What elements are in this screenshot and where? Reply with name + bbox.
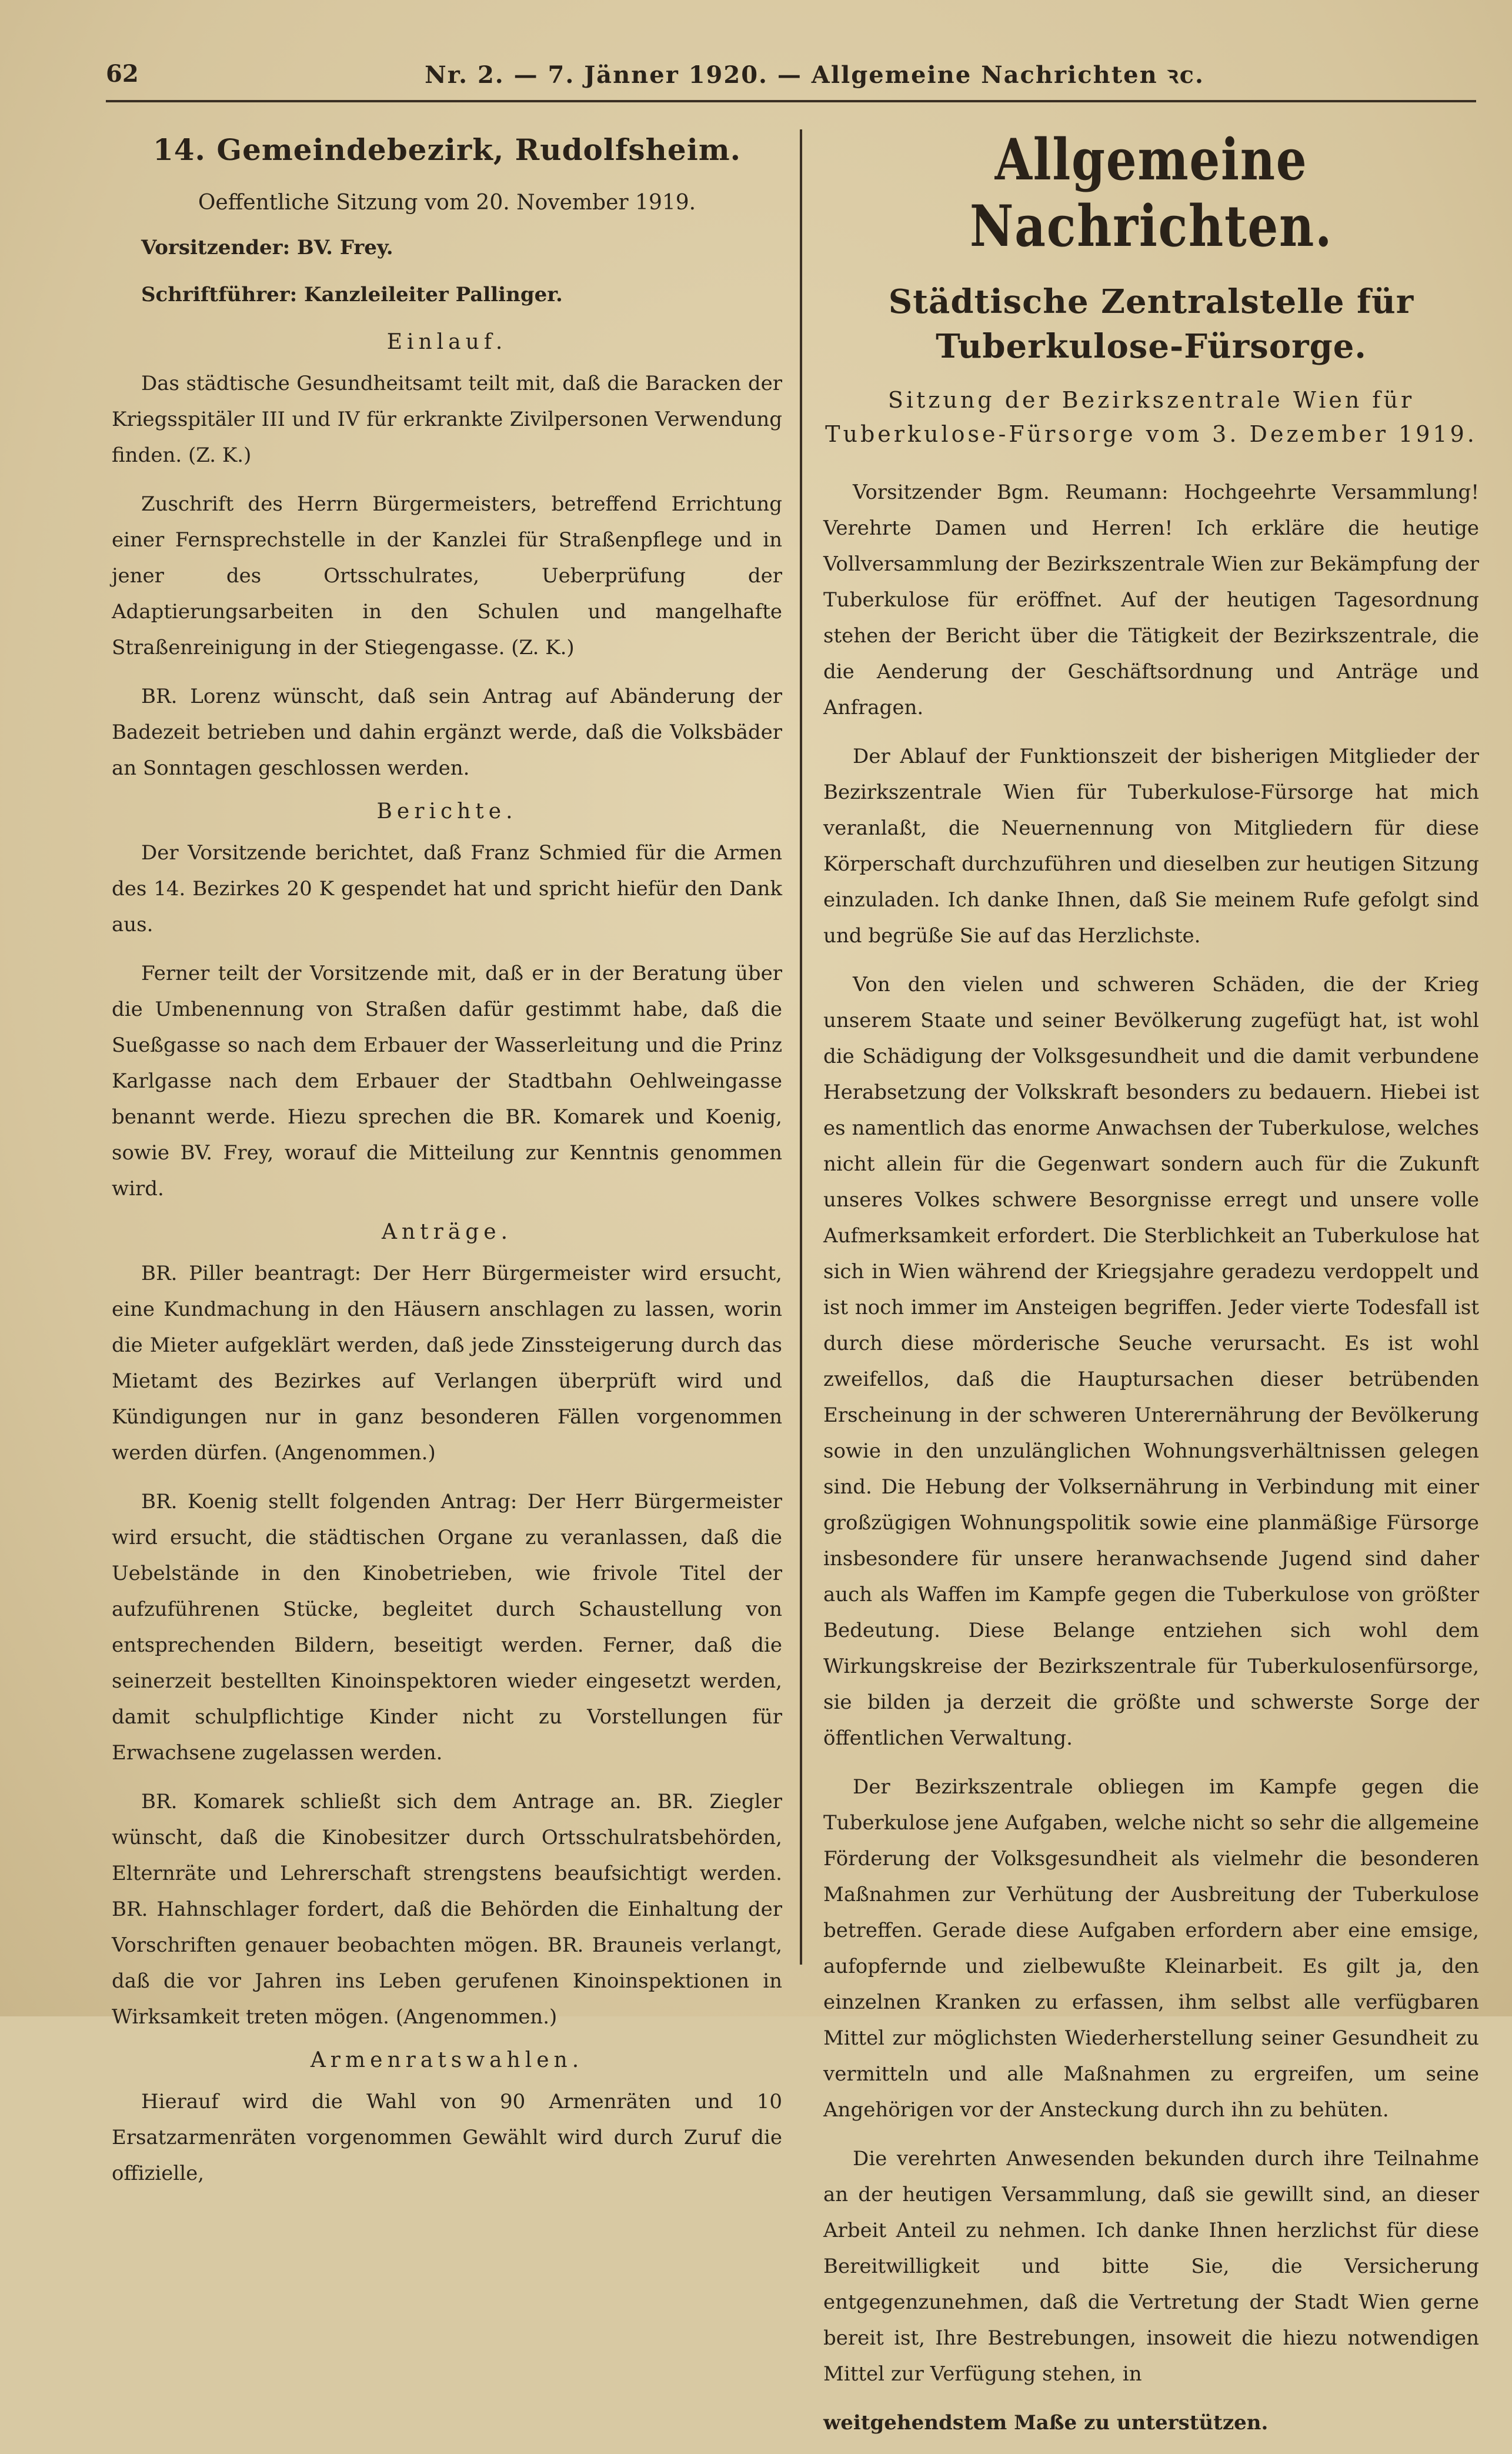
- paragraph: BR. Lorenz wünscht, daß sein Antrag auf Abänderung der Badezeit betrieben und dahin ergänzt werde, daß die Volksbäder an Sonntagen geschlossen werden.: [112, 685, 782, 780]
- secretary-line: Schriftführer: Kanzleileiter Pallinger.: [141, 283, 563, 306]
- session-line: Sitzung der Bezirkszentrale Wien für Tuberkulose-Fürsorge vom 3. Dezember 1919.: [825, 387, 1477, 447]
- column-divider: [800, 129, 802, 1965]
- page-number: 62: [106, 59, 139, 88]
- running-title: Nr. 2. — 7. Jänner 1920. — Allgemeine Nachrichten ꝛc.: [425, 61, 1204, 89]
- district-title: 14. Gemeindebezirk, Rudolfsheim.: [152, 132, 742, 167]
- paragraph: Zuschrift des Herrn Bürgermeisters, betreffend Errichtung einer Fernsprechstelle in der Kanzlei für Straßenpflege und in jener des Ortsschulrates, Ueberprüfung der Adaptierungsarbeiten in den Schulen und mangelhafte Straßenreinigung in der Stiegengasse. (Z. K.): [112, 492, 782, 659]
- einlauf-heading: Einlauf.: [386, 330, 508, 354]
- left-column: [112, 126, 782, 2205]
- main-title: Allgemeine Nachrichten.: [969, 126, 1333, 259]
- header-rule: [106, 100, 1476, 102]
- page-header: [106, 53, 1447, 94]
- antraege-heading: Anträge.: [381, 1220, 513, 1244]
- paragraph: BR. Koenig stellt folgenden Antrag: Der Herr Bürgermeister wird ersucht, die städtischen Organe zu veranlassen, daß die Uebelstände in den Kinobetrieben, wie frivole Titel der aufzuführenen Stücke, begleitet durch Schaustellung von entsprechenden Bildern, beseitigt werden. Ferner, daß die seinerzeit bestellten Kinoinspektoren wieder eingesetzt werden, damit schulpflichtige Kinder nicht zu Vorstellungen für Erwachsene zugelassen werden.: [112, 1490, 782, 1765]
- right-column: [823, 126, 1479, 2454]
- paragraph: BR. Komarek schließt sich dem Antrage an. BR. Ziegler wünscht, daß die Kinobesitzer durch Ortsschulratsbehörden, Elternräte und Lehrerschaft strengstens beaufsichtigt werden. BR. Hahnschlager fordert, daß die Behörden die Einhaltung der Vorschriften genauer beobachten mögen. BR. Brauneis verlangt, daß die vor Jahren ins Leben gerufenen Kinoinspektionen in Wirksamkeit treten mögen. (Angenommen.): [112, 1790, 782, 2029]
- session-line: Oeffentliche Sitzung vom 20. November 1919.: [198, 191, 696, 215]
- paragraph: Das städtische Gesundheitsamt teilt mit, daß die Baracken der Kriegsspitäler III und IV für erkrankte Zivilpersonen Verwendung finden. (Z. K.): [112, 372, 782, 467]
- section-title: Städtische Zentralstelle für Tuberkulose-Fürsorge.: [888, 282, 1414, 366]
- paragraph: Der Ablauf der Funktionszeit der bisherigen Mitglieder der Bezirkszentrale Wien für Tuberkulose-Fürsorge hat mich veranlaßt, die Neuernennung von Mitgliedern für diese Körperschaft durchzuführen und dieselben zur heutigen Sitzung einzuladen. Ich danke Ihnen, daß Sie meinem Rufe gefolgt sind und begrüße Sie auf das Herzlichste.: [823, 745, 1479, 948]
- paragraph: Hierauf wird die Wahl von 90 Armenräten und 10 Ersatzarmenräten vorgenommen Gewählt wird durch Zuruf die offizielle,: [112, 2090, 782, 2185]
- paragraph: Die verehrten Anwesenden bekunden durch ihre Teilnahme an der heutigen Versammlung, daß sie gewillt sind, an dieser Arbeit Anteil zu nehmen. Ich danke Ihnen herzlichst für diese Bereitwilligkeit und bitte Sie, die Versicherung entgegenzunehmen, daß die Vertretung der Stadt Wien gerne bereit ist, Ihre Bestrebungen, insoweit die hiezu notwendigen Mittel zur Verfügung stehen, in: [823, 2147, 1479, 2386]
- paragraph: Von den vielen und schweren Schäden, die der Krieg unserem Staate und seiner Bevölkerung zugefügt hat, ist wohl die Schädigung der Volksgesundheit und die damit verbundene Herabsetzung der Volkskraft besonders zu bedauern. Hiebei ist es namentlich das enorme Anwachsen der Tuberkulose, welches nicht allein für die Gegenwart sondern auch für die Zukunft unseres Volkes schwere Besorgnisse erregt und unsere volle Aufmerksamkeit erfordert. Die Sterblichkeit an Tuberkulose hat sich in Wien während der Kriegsjahre geradezu verdoppelt und ist noch immer im Ansteigen begriffen. Jeder vierte Todesfall ist durch diese mörderische Seuche verursacht. Es ist wohl zweifellos, daß die Hauptursachen dieser betrübenden Erscheinung in der schweren Unterernährung der Bevölkerung sowie in den unzulänglichen Wohnungsverhältnissen gelegen sind. Die Hebung der Volksernährung in Verbindung mit einer großzügigen Wohnungspolitik sowie eine planmäßige Fürsorge insbesondere für unsere heranwachsende Jugend sind daher auch als Waffen im Kampfe gegen die Tuberkulose von größter Bedeutung. Diese Belange entziehen sich wohl dem Wirkungskreise der Bezirkszentrale für Tuberkulosenfürsorge, sie bilden ja derzeit die größte und schwerste Sorge der öffentlichen Verwaltung.: [823, 973, 1479, 1750]
- berichte-heading: Berichte.: [376, 799, 518, 823]
- final-line: weitgehendstem Maße zu unterstützen.: [823, 2411, 1269, 2435]
- paragraph: Ferner teilt der Vorsitzende mit, daß er in der Beratung über die Umbenennung von Straßen dafür gestimmt habe, daß die Sueßgasse so nach dem Erbauer der Wasserleitung und die Prinz Karlgasse nach dem Erbauer der Stadtbahn Oehlweingasse benannt werde. Hiezu sprechen die BR. Komarek und Koenig, sowie BV. Frey, worauf die Mitteilung zur Kenntnis genommen wird.: [112, 962, 782, 1201]
- armenrat-heading: Armenratswahlen.: [310, 2048, 584, 2072]
- chair-line: Vorsitzender: BV. Frey.: [141, 236, 393, 259]
- paragraph: Vorsitzender Bgm. Reumann: Hochgeehrte Versammlung! Verehrte Damen und Herren! Ich erkläre die heutige Vollversammlung der Bezirkszentrale Wien zur Bekämpfung der Tuberkulose für eröffnet. Auf der heutigen Tagesordnung stehen der Bericht über die Tätigkeit der Bezirkszentrale, die die Aenderung der Geschäftsordnung und Anträge und Anfragen.: [823, 481, 1479, 719]
- paragraph: Der Bezirkszentrale obliegen im Kampfe gegen die Tuberkulose jene Aufgaben, welche nicht so sehr die allgemeine Förderung der Volksgesundheit als vielmehr die besonderen Maßnahmen zur Verhütung der Ausbreitung der Tuberkulose betreffen. Gerade diese Aufgaben erfordern aber eine emsige, aufopfernde und zielbewußte Kleinarbeit. Es gilt ja, den einzelnen Kranken zu erfassen, ihm selbst alle verfügbaren Mittel zur möglichsten Wiederherstellung seiner Gesundheit zu vermitteln und alle Maßnahmen zu ergreifen, um seine Angehörigen vor der Ansteckung durch ihn zu behüten.: [823, 1775, 1479, 2122]
- paragraph: Der Vorsitzende berichtet, daß Franz Schmied für die Armen des 14. Bezirkes 20 K gespendet hat und spricht hiefür den Dank aus.: [112, 841, 782, 936]
- paragraph: BR. Piller beantragt: Der Herr Bürgermeister wird ersucht, eine Kundmachung in den Häusern anschlagen zu lassen, worin die Mieter aufgeklärt werden, daß jede Zinssteigerung durch das Mietamt des Bezirkes auf Verlangen überprüft wird und Kündigungen nur in ganz besonderen Fällen vorgenommen werden dürfen. (Angenommen.): [112, 1262, 782, 1465]
